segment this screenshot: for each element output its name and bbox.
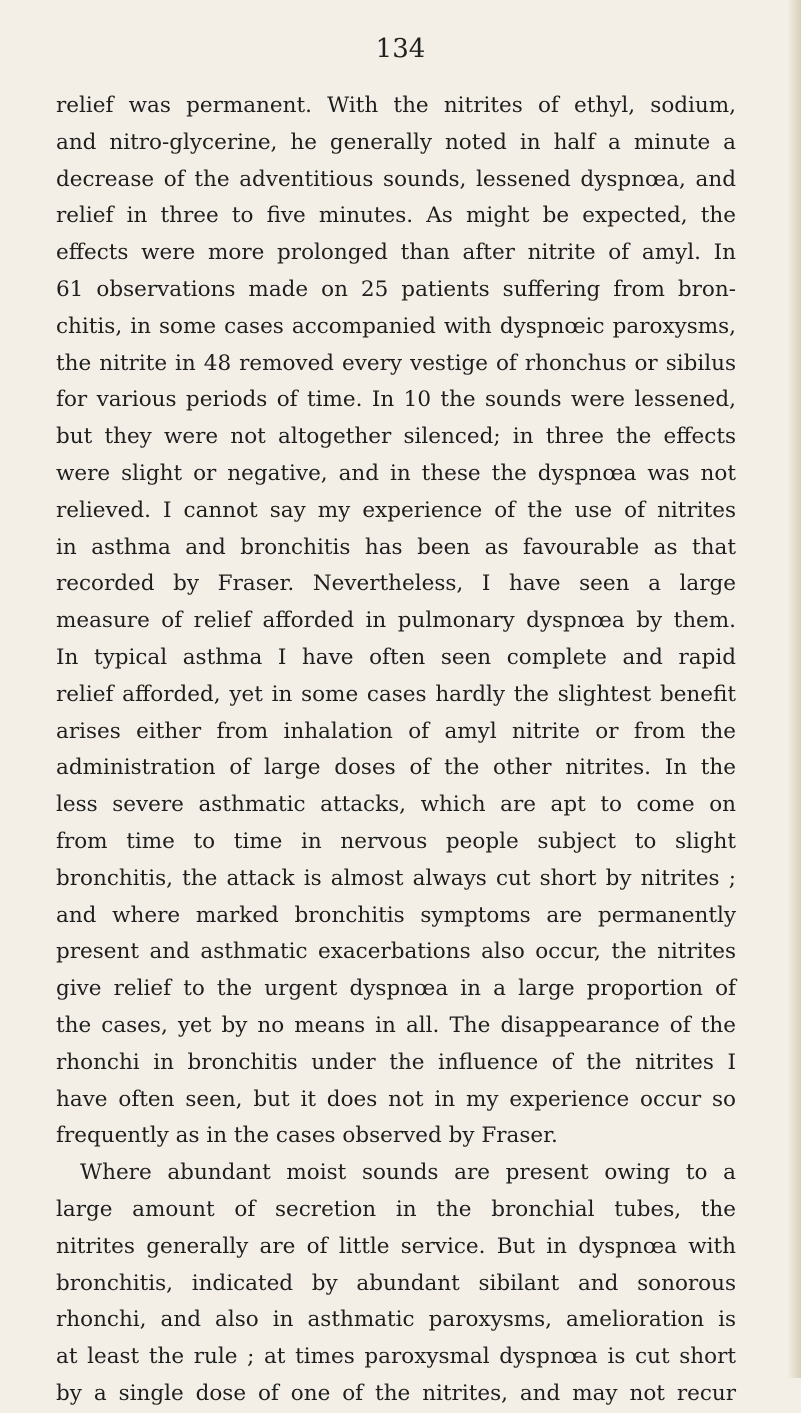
text-line: were slight or negative, and in these the dyspnœa was not xyxy=(56,460,736,486)
text-line: the nitrite in 48 removed every vestige of rhonchus or sibilus xyxy=(56,350,736,376)
text-line: at least the rule ; at times paroxysmal dyspnœa is cut short xyxy=(56,1344,736,1370)
text-line: the cases, yet by no means in all. The disappearance of the xyxy=(56,1012,736,1038)
page-edge xyxy=(787,0,801,1378)
text-line: relief was permanent. With the nitrites of ethyl, sodium, xyxy=(56,93,736,118)
text-line: from time to time in nervous people subject to slight xyxy=(56,828,736,854)
text-line: chitis, in some cases accompanied with dyspnœic paroxysms, xyxy=(56,313,736,339)
text-line: and nitro-glycerine, he generally noted in half a minute a xyxy=(56,129,736,155)
text-line: relief in three to five minutes. As might be expected, the xyxy=(56,203,736,229)
text-line: arises either from inhalation of amyl nitrite or from the xyxy=(56,718,736,744)
text-line: measure of relief afforded in pulmonary dyspnœa by them. xyxy=(56,608,736,634)
text-line: bronchitis, the attack is almost always cut short by nitrites ; xyxy=(56,865,736,891)
page-number: 134 xyxy=(375,34,426,64)
text-line-paragraph-start: Where abundant moist sounds are present owing to a xyxy=(80,1160,736,1186)
text-line: in asthma and bronchitis has been as favourable as that xyxy=(56,534,736,560)
text-line: rhonchi in bronchitis under the influence of the nitrites I xyxy=(56,1049,736,1075)
text-line: give relief to the urgent dyspnœa in a large proportion of xyxy=(56,976,736,1002)
text-line: In typical asthma I have often seen complete and rapid xyxy=(56,644,736,670)
text-line: large amount of secretion in the bronchial tubes, the xyxy=(56,1196,736,1222)
text-line: bronchitis, indicated by abundant sibilant and sonorous xyxy=(56,1270,736,1296)
text-line: rhonchi, and also in asthmatic paroxysms, amelioration is xyxy=(56,1307,736,1333)
text-line: but they were not altogether silenced; in three the effects xyxy=(56,424,736,450)
text-line-paragraph-end: frequently as in the cases observed by Fraser. xyxy=(56,1123,558,1149)
text-line: 61 observations made on 25 patients suffering from bron- xyxy=(56,276,736,302)
text-line: have often seen, but it does not in my experience occur so xyxy=(56,1086,736,1112)
body-text xyxy=(56,88,736,1413)
text-line: nitrites generally are of little service. But in dyspnœa with xyxy=(56,1233,736,1259)
text-line: effects were more prolonged than after nitrite of amyl. In xyxy=(56,240,736,266)
text-line: decrease of the adventitious sounds, lessened dyspnœa, and xyxy=(56,166,736,192)
text-line: present and asthmatic exacerbations also occur, the nitrites xyxy=(56,939,736,965)
text-line: recorded by Fraser. Nevertheless, I have seen a large xyxy=(56,571,736,597)
text-line: and where marked bronchitis symptoms are permanently xyxy=(56,902,736,928)
text-line: by a single dose of one of the nitrites, and may not recur xyxy=(56,1380,736,1406)
text-line: for various periods of time. In 10 the sounds were lessened, xyxy=(56,387,736,413)
text-line: relief afforded, yet in some cases hardly the slightest benefit xyxy=(56,681,736,707)
text-line: administration of large doses of the other nitrites. In the xyxy=(56,755,736,781)
text-line: relieved. I cannot say my experience of the use of nitrites xyxy=(56,497,736,523)
text-line: less severe asthmatic attacks, which are apt to come on xyxy=(56,792,736,818)
